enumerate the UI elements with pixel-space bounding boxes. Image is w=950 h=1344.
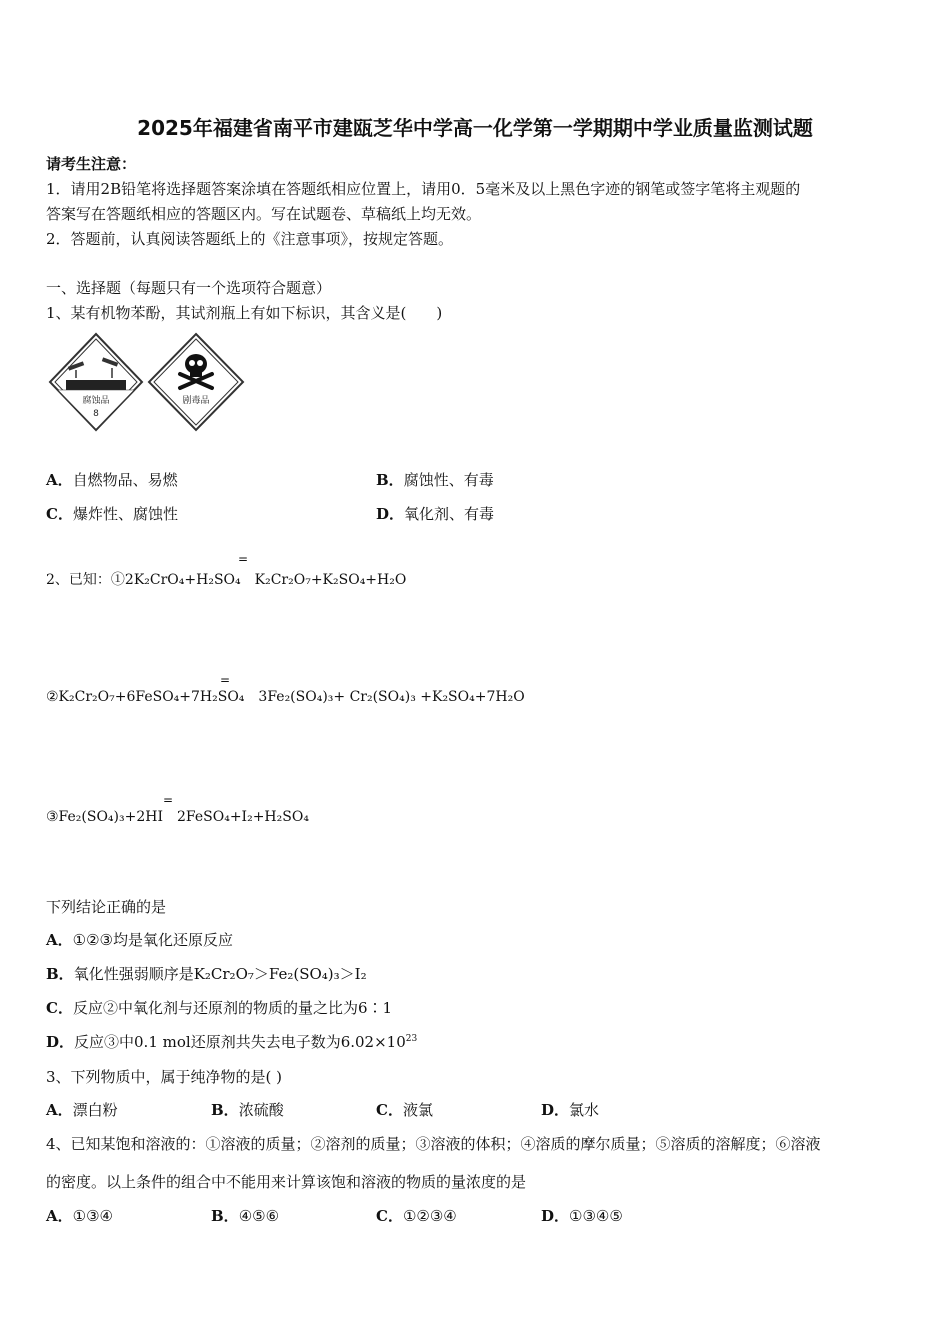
notice-line-1b: 答案写在答题纸相应的答题区内。写在试题卷、草稿纸上均无效。 <box>46 205 482 223</box>
q2-question: 下列结论正确的是 <box>46 898 167 916</box>
page-title: 2025年福建省南平市建瓯芝华中学高一化学第一学期期中学业质量监测试题 <box>137 116 813 140</box>
q2-option-b[interactable]: B．氧化性强弱顺序是K₂Cr₂O₇＞Fe₂(SO₄)₃＞I₂ <box>46 965 367 983</box>
eq2-equals: = <box>220 673 231 687</box>
q3-option-b[interactable]: B．浓硫酸 <box>211 1101 284 1119</box>
q3-stem: 3、下列物质中，属于纯净物的是( ) <box>46 1068 283 1086</box>
q1-stem: 1、某有机物苯酚，其试剂瓶上有如下标识，其含义是( ) <box>46 304 443 322</box>
q1-option-d[interactable]: D．氧化剂、有毒 <box>376 505 495 523</box>
q2-equation-2: ②K₂Cr₂O₇+6FeSO₄+7H₂SO₄ 3Fe₂(SO₄)₃+ Cr₂(SO₄)₃ +K₂SO₄+7H₂O <box>46 689 525 705</box>
q4-option-b[interactable]: B．④⑤⑥ <box>211 1207 280 1225</box>
q4-stem-line-1: 4、已知某饱和溶液的：①溶液的质量；②溶剂的质量；③溶液的体积；④溶质的摩尔质量；⑤溶质的溶解度；⑥溶液 <box>46 1135 821 1153</box>
q1-option-c[interactable]: C．爆炸性、腐蚀性 <box>46 505 178 523</box>
corrosive-label: 腐蚀品 <box>82 396 110 406</box>
section-heading: 一、选择题（每题只有一个选项符合题意） <box>46 279 332 297</box>
q1-option-a[interactable]: A．自燃物品、易燃 <box>46 471 178 489</box>
corrosive-diamond <box>50 334 142 430</box>
notice-line-2: 2．答题前，认真阅读答题纸上的《注意事项》，按规定答题。 <box>46 230 454 248</box>
notice-heading: 请考生注意： <box>46 155 137 173</box>
notice-line-1a: 1．请用2B铅笔将选择题答案涂填在答题纸相应位置上，请用0．5毫米及以上黑色字迹的钢笔或签字笔将主观题的 <box>46 180 801 198</box>
q1-option-b[interactable]: B．腐蚀性、有毒 <box>376 471 494 489</box>
toxic-label: 剧毒品 <box>182 396 210 406</box>
hazard-labels <box>46 330 251 435</box>
q2-option-d[interactable]: D．反应③中0.1 mol还原剂共失去电子数为$6.02\times 10^{23}$ <box>46 1033 418 1051</box>
q2-equation-3: ③Fe₂(SO₄)₃+2HI 2FeSO₄+I₂+H₂SO₄ <box>46 809 309 825</box>
corrosive-class: 8 <box>93 409 99 419</box>
q4-option-c[interactable]: C．①②③④ <box>376 1207 457 1225</box>
q2-equation-1: 2、已知：①2K₂CrO₄+H₂SO₄ K₂Cr₂O₇+K₂SO₄+H₂O <box>46 572 407 588</box>
q4-option-d[interactable]: D．①③④⑤ <box>541 1207 623 1225</box>
q4-stem-line-2: 的密度。以上条件的组合中不能用来计算该饱和溶液的物质的量浓度的是 <box>46 1173 527 1191</box>
q3-option-a[interactable]: A．漂白粉 <box>46 1101 118 1119</box>
toxic-diamond <box>149 334 243 430</box>
eq3-equals: = <box>163 793 174 807</box>
q4-option-a[interactable]: A．①③④ <box>46 1207 113 1225</box>
q2-option-a[interactable]: A．①②③均是氧化还原反应 <box>46 931 233 949</box>
q2-option-c[interactable]: C．反应②中氧化剂与还原剂的物质的量之比为6∶1 <box>46 999 393 1017</box>
q3-option-d[interactable]: D．氯水 <box>541 1101 600 1119</box>
q3-option-c[interactable]: C．液氯 <box>376 1101 433 1119</box>
eq1-equals: = <box>238 552 249 566</box>
